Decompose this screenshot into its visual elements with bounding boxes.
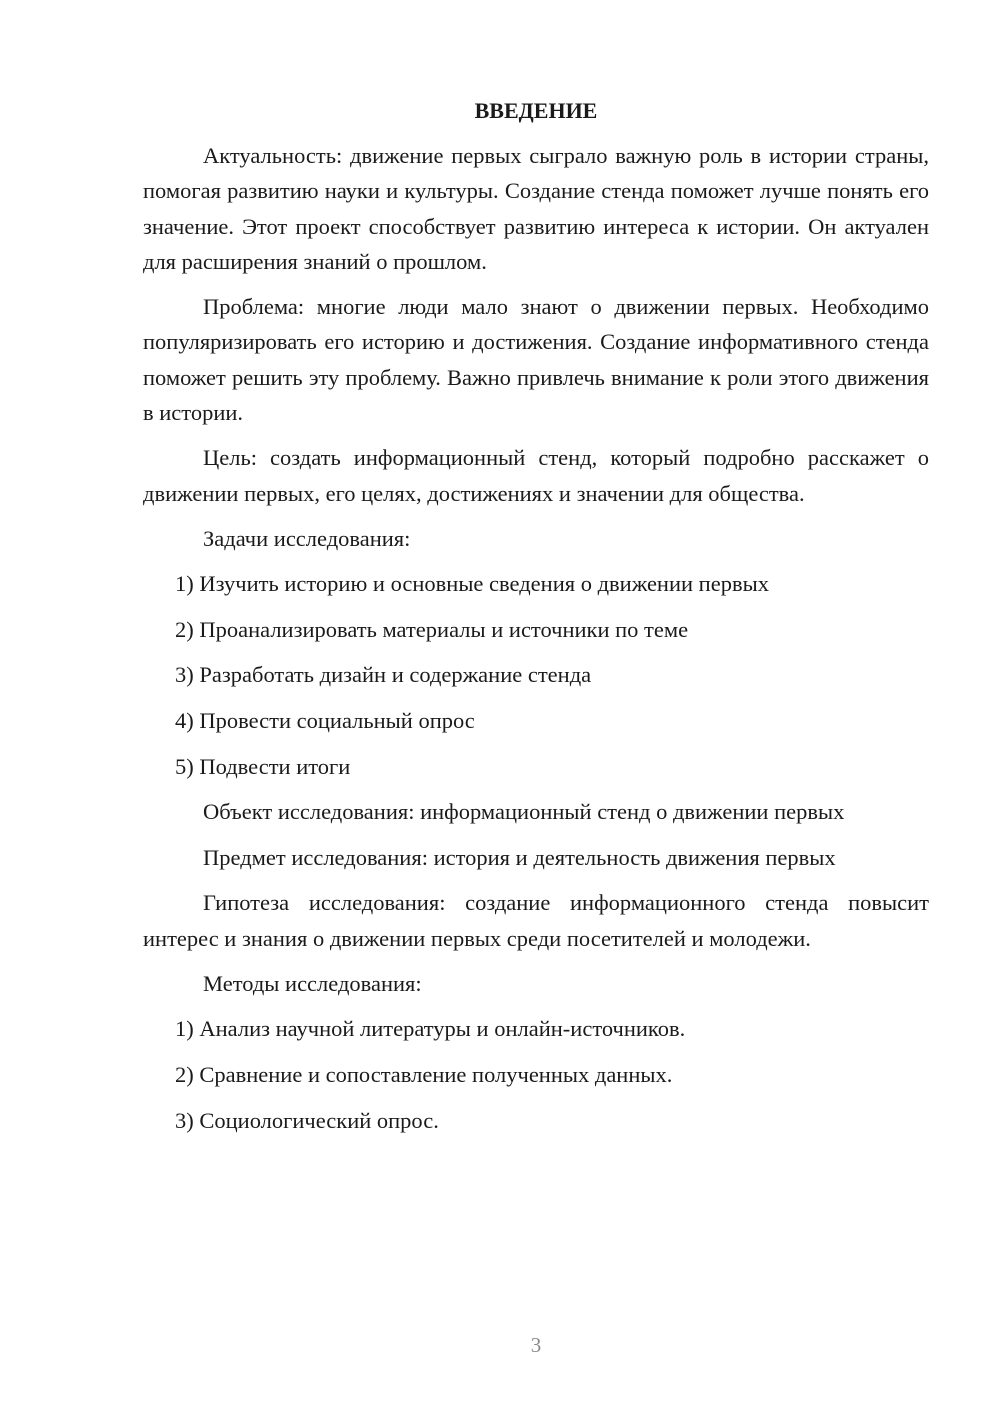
method-item: 1) Анализ научной литературы и онлайн-источников.	[175, 1016, 686, 1042]
task-item: 2) Проанализировать материалы и источники по теме	[175, 616, 689, 642]
methods-label: Методы исследования:	[203, 971, 422, 997]
section-title: ВВЕДЕНИЕ	[474, 98, 598, 123]
relevance-paragraph: Актуальность: движение первых сыграло важную роль в истории страны, помогая развитию науки и культуры. Создание стенда поможет лучше понять его значение. Этот проект способствует развитию интереса к истории. Он актуален для расширения знаний о прошлом.	[143, 143, 929, 274]
object-line: Объект исследования: информационный стенд о движении первых	[203, 799, 845, 825]
task-item: 4) Провести социальный опрос	[175, 708, 475, 734]
problem-paragraph: Проблема: многие люди мало знают о движении первых. Необходимо популяризировать его историю и достижения. Создание информативного стенда поможет решить эту проблему. Важно привлечь внимание к роли этого движения в истории.	[143, 294, 929, 426]
methods-list	[143, 1011, 929, 1137]
subject-line: Предмет исследования: история и деятельность движения первых	[203, 844, 836, 870]
method-item: 3) Социологический опрос.	[175, 1107, 439, 1133]
task-item: 5) Подвести итоги	[175, 753, 351, 779]
hypothesis-paragraph: Гипотеза исследования: создание информационного стенда повысит интерес и знания о движении первых среди посетителей и молодежи.	[143, 890, 929, 951]
task-item: 3) Разработать дизайн и содержание стенда	[175, 662, 592, 688]
task-item: 1) Изучить историю и основные сведения о движении первых	[175, 571, 769, 597]
document-body	[143, 96, 929, 1148]
goal-paragraph: Цель: создать информационный стенд, который подробно расскажет о движении первых, его целях, достижениях и значении для общества.	[143, 445, 929, 506]
tasks-label: Задачи исследования:	[203, 525, 411, 551]
page-number: 3	[530, 1333, 542, 1357]
method-item: 2) Сравнение и сопоставление полученных данных.	[175, 1061, 673, 1087]
tasks-list	[143, 566, 929, 784]
